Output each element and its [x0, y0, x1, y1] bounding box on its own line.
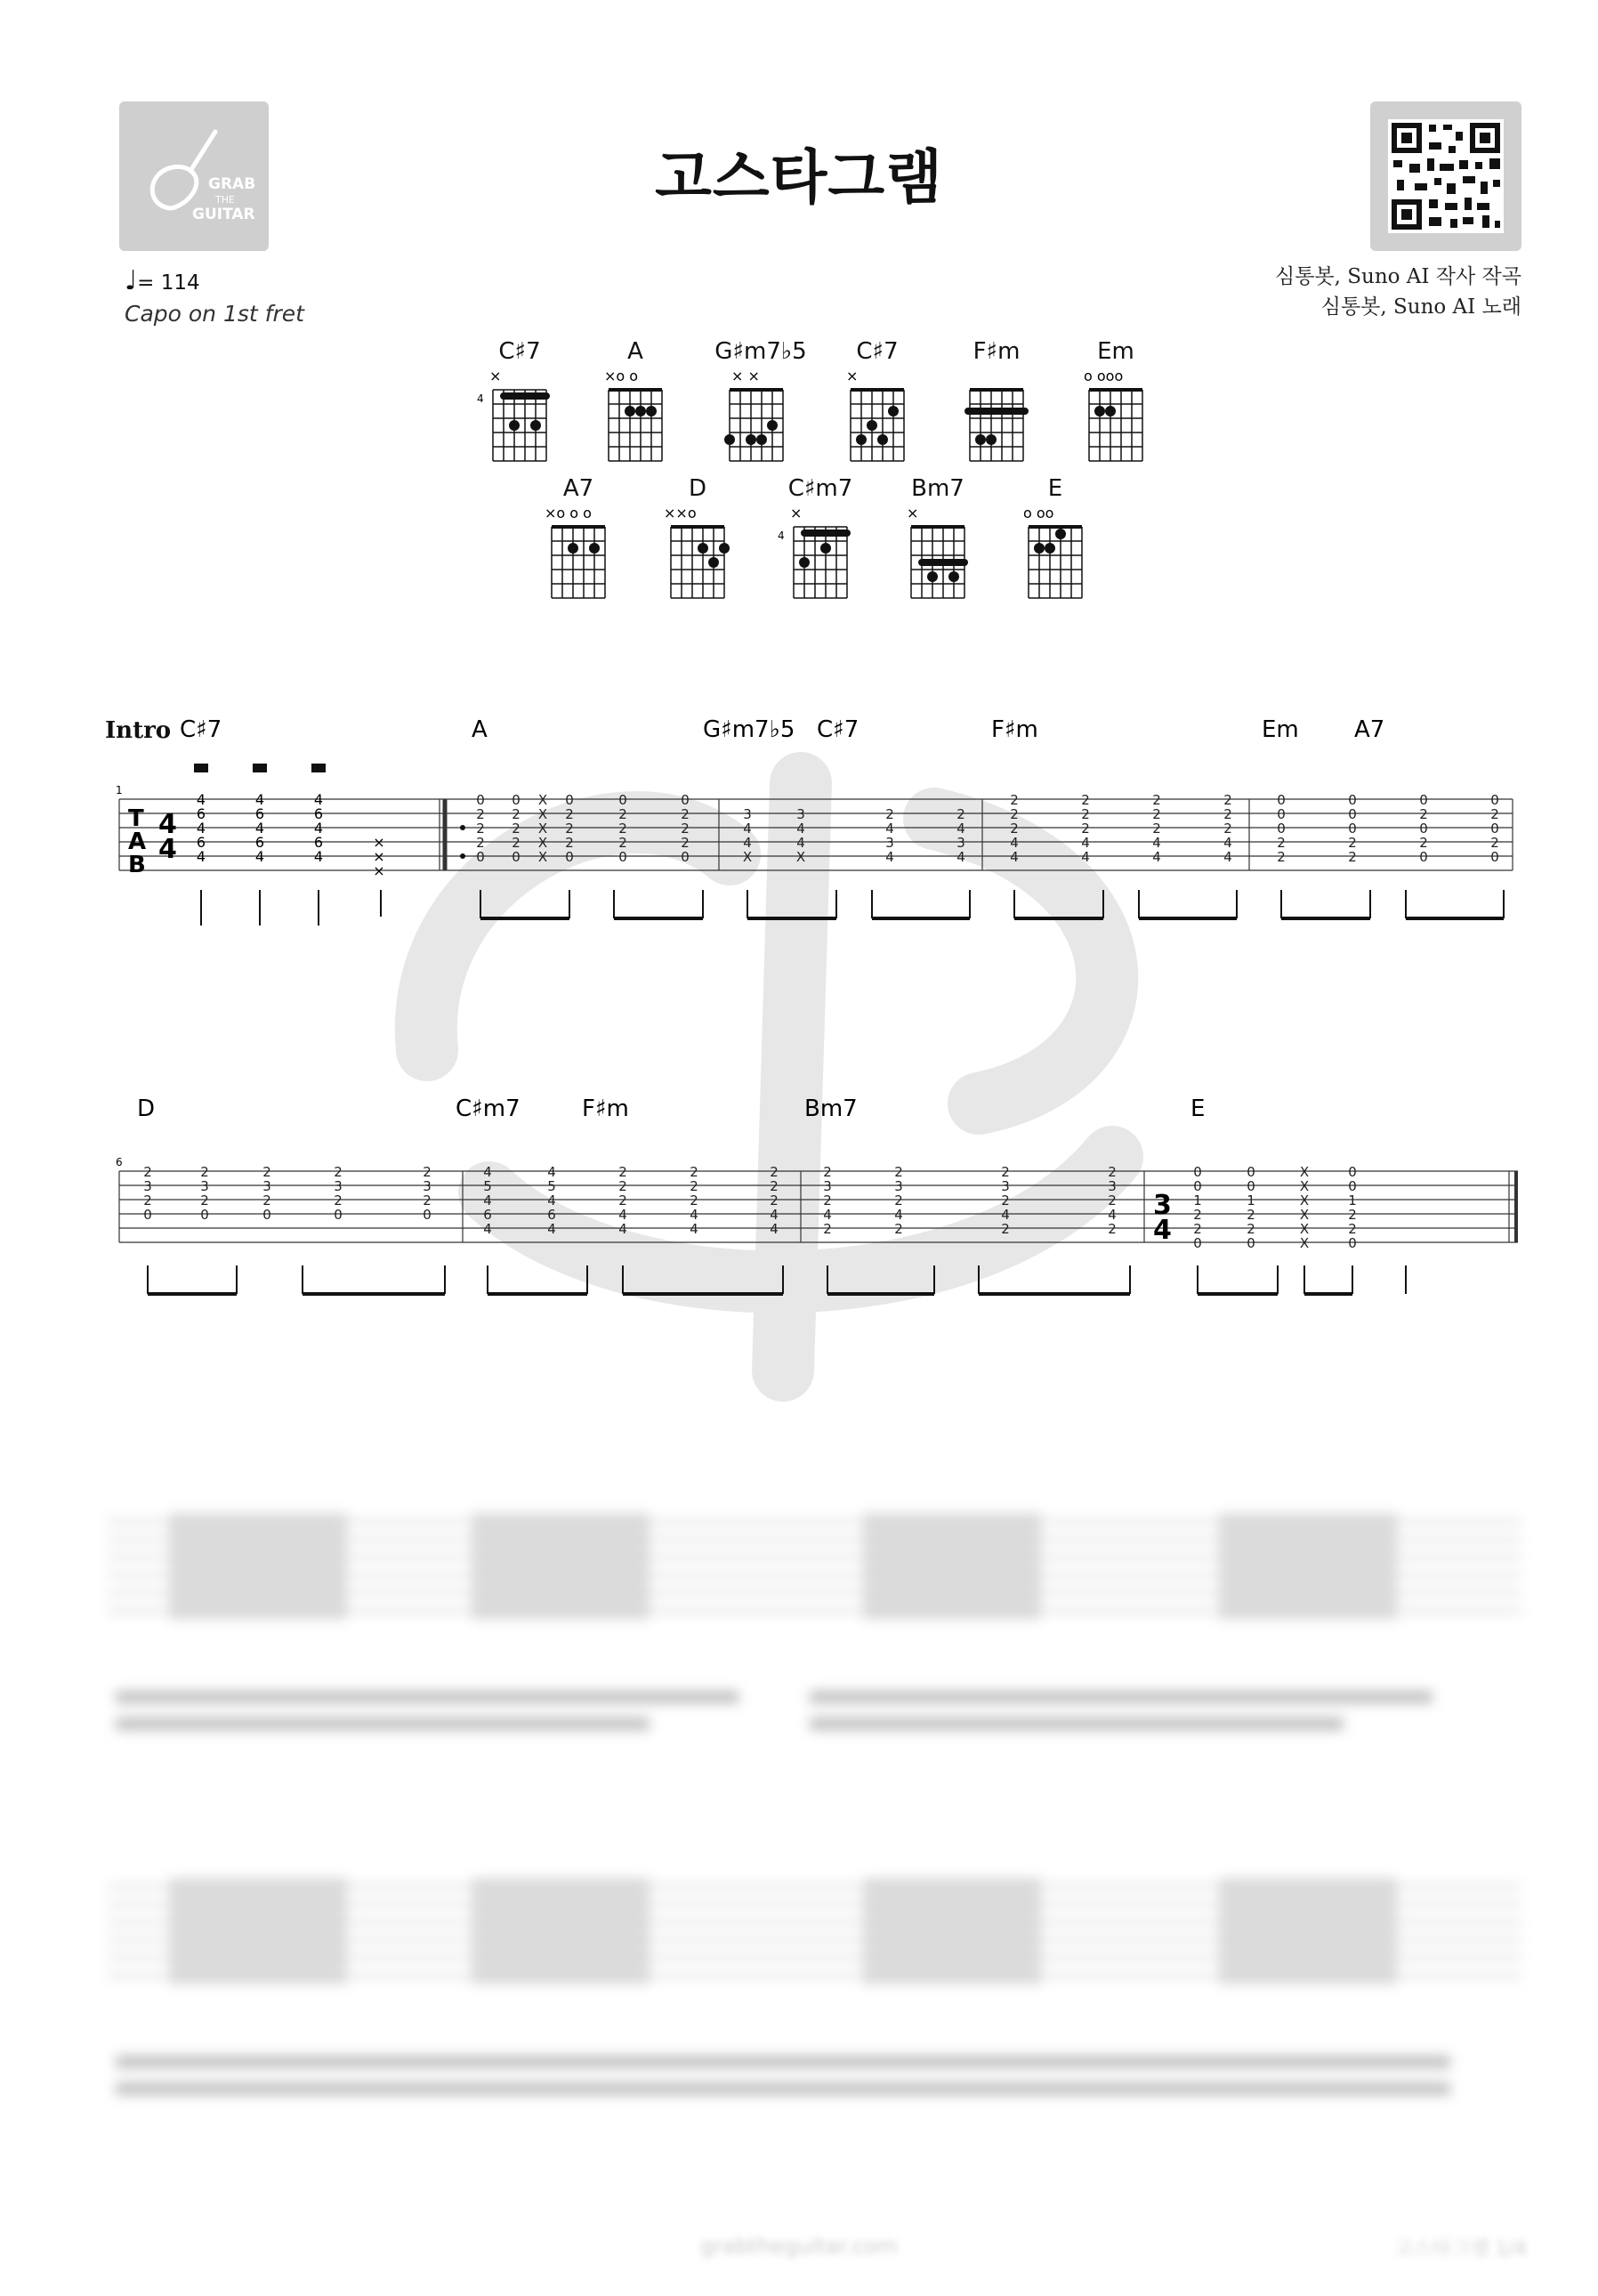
svg-text:2: 2 [885, 806, 894, 822]
svg-text:2: 2 [1223, 792, 1232, 808]
chord-markers: ×o o [604, 368, 639, 384]
tab-clef-a: A [128, 829, 147, 855]
composer-credit: 심통봇, Suno AI 작사 작곡 [1274, 265, 1521, 288]
chord-markers: o ooo [1084, 368, 1124, 384]
svg-text:X: X [1299, 1207, 1310, 1223]
svg-text:2: 2 [262, 1192, 271, 1209]
svg-text:×: × [373, 834, 385, 851]
svg-text:2: 2 [770, 1164, 779, 1180]
svg-text:2: 2 [1108, 1192, 1117, 1209]
chord-label: A [472, 716, 488, 743]
svg-text:2: 2 [618, 1178, 627, 1194]
svg-text:2: 2 [1010, 806, 1019, 822]
rhythm-notation [148, 1265, 1406, 1294]
tab-numbers-measures [476, 792, 1499, 865]
svg-text:2: 2 [1001, 1164, 1010, 1180]
chord-label: E [1190, 1095, 1206, 1122]
chord-name: E [1047, 475, 1063, 502]
svg-text:X: X [537, 792, 548, 808]
svg-text:4: 4 [547, 1221, 556, 1237]
measure-number: 1 [116, 784, 123, 796]
svg-text:4: 4 [254, 820, 265, 837]
svg-text:2: 2 [1193, 1207, 1202, 1223]
svg-text:2: 2 [681, 806, 690, 822]
svg-text:2: 2 [1419, 835, 1428, 851]
svg-text:2: 2 [823, 1192, 832, 1209]
svg-text:0: 0 [1419, 849, 1428, 865]
chord-markers: × [907, 505, 919, 521]
svg-text:1: 1 [1247, 1192, 1255, 1209]
chord-chart-c-sharp-7 [475, 338, 564, 463]
svg-text:2: 2 [1001, 1221, 1010, 1237]
svg-text:0: 0 [143, 1207, 152, 1223]
chord-label: D [137, 1095, 156, 1122]
tab-system-1 [0, 712, 1598, 943]
chord-label: F♯m [991, 716, 1038, 743]
tab-staff-lines [119, 799, 1513, 870]
svg-text:5: 5 [547, 1178, 556, 1194]
chord-label: Bm7 [804, 1095, 858, 1122]
footer-page: 고스타그램 1/4 [1394, 2238, 1527, 2260]
chord-label: G♯m7♭5 [703, 716, 795, 743]
svg-text:X: X [742, 849, 753, 865]
svg-text:2: 2 [476, 821, 485, 837]
svg-text:0: 0 [512, 849, 521, 865]
svg-text:2: 2 [1223, 821, 1232, 837]
chord-label: C♯7 [817, 716, 860, 743]
svg-text:4: 4 [885, 849, 894, 865]
svg-text:0: 0 [334, 1207, 343, 1223]
fret-number: 4 [477, 392, 484, 405]
chord-markers: × [846, 368, 859, 384]
chord-name: C♯m7 [787, 475, 853, 502]
chord-name: A [627, 338, 643, 365]
svg-text:0: 0 [1277, 806, 1286, 822]
svg-text:2: 2 [565, 835, 574, 851]
svg-text:2: 2 [1081, 792, 1090, 808]
svg-text:4: 4 [196, 820, 206, 837]
svg-text:2: 2 [1348, 849, 1357, 865]
svg-text:X: X [1299, 1221, 1310, 1237]
svg-text:2: 2 [1081, 821, 1090, 837]
svg-text:0: 0 [1247, 1164, 1255, 1180]
svg-text:3: 3 [334, 1178, 343, 1194]
svg-text:2: 2 [423, 1192, 432, 1209]
blurred-preview [98, 1442, 1530, 2243]
svg-text:6: 6 [313, 805, 324, 822]
svg-text:3: 3 [894, 1178, 903, 1194]
svg-text:1: 1 [1348, 1192, 1357, 1209]
svg-text:2: 2 [200, 1164, 209, 1180]
svg-text:2: 2 [1247, 1207, 1255, 1223]
svg-text:2: 2 [894, 1192, 903, 1209]
svg-text:4: 4 [1010, 849, 1019, 865]
svg-text:X: X [1299, 1178, 1310, 1194]
svg-text:0: 0 [1247, 1178, 1255, 1194]
svg-text:4: 4 [956, 821, 965, 837]
svg-text:4: 4 [196, 848, 206, 865]
svg-text:X: X [795, 849, 806, 865]
svg-text:2: 2 [1490, 806, 1499, 822]
svg-text:3: 3 [262, 1178, 271, 1194]
svg-text:4: 4 [1223, 835, 1232, 851]
chord-markers: × [790, 505, 803, 521]
svg-text:4: 4 [885, 821, 894, 837]
svg-text:2: 2 [823, 1164, 832, 1180]
svg-text:4: 4 [1223, 849, 1232, 865]
svg-text:3: 3 [143, 1178, 152, 1194]
svg-text:×: × [373, 862, 385, 879]
svg-text:4: 4 [1081, 835, 1090, 851]
chord-label: C♯m7 [456, 1095, 521, 1122]
svg-text:2: 2 [423, 1164, 432, 1180]
chord-name: G♯m7♭5 [714, 338, 807, 365]
svg-text:0: 0 [476, 849, 485, 865]
chord-name: Em [1097, 338, 1134, 365]
svg-text:2: 2 [334, 1192, 343, 1209]
svg-text:4: 4 [956, 849, 965, 865]
svg-text:4: 4 [196, 791, 206, 808]
svg-text:0: 0 [1348, 1178, 1357, 1194]
svg-text:2: 2 [565, 821, 574, 837]
svg-text:0: 0 [1193, 1164, 1202, 1180]
strum-markers [194, 764, 326, 772]
svg-text:2: 2 [1277, 835, 1286, 851]
svg-text:4: 4 [254, 848, 265, 865]
svg-text:3: 3 [823, 1178, 832, 1194]
svg-text:2: 2 [618, 835, 627, 851]
svg-text:4: 4 [770, 1207, 779, 1223]
chord-label: C♯7 [180, 716, 222, 743]
svg-text:3: 3 [885, 835, 894, 851]
svg-text:2: 2 [1108, 1164, 1117, 1180]
svg-text:2: 2 [681, 821, 690, 837]
svg-text:4: 4 [1152, 849, 1161, 865]
svg-text:6: 6 [254, 834, 265, 851]
chord-chart-d [653, 475, 742, 600]
svg-text:2: 2 [476, 835, 485, 851]
svg-text:2: 2 [1001, 1192, 1010, 1209]
svg-text:0: 0 [618, 792, 627, 808]
svg-text:2: 2 [894, 1221, 903, 1237]
svg-text:2: 2 [618, 806, 627, 822]
svg-text:0: 0 [681, 792, 690, 808]
measure-number: 6 [116, 1156, 123, 1168]
svg-text:X: X [1299, 1235, 1310, 1251]
svg-text:0: 0 [1277, 821, 1286, 837]
chord-chart-a [591, 338, 680, 463]
svg-text:0: 0 [618, 849, 627, 865]
svg-text:0: 0 [1348, 1235, 1357, 1251]
chord-chart-em [1071, 338, 1160, 463]
svg-text:6: 6 [483, 1207, 492, 1223]
svg-text:2: 2 [334, 1164, 343, 1180]
chord-markers: ×o o o [545, 505, 592, 521]
svg-text:2: 2 [262, 1164, 271, 1180]
tab-numbers-measures [143, 1164, 1357, 1251]
chord-name: C♯7 [498, 338, 541, 365]
svg-text:2: 2 [1277, 849, 1286, 865]
svg-text:0: 0 [1348, 821, 1357, 837]
svg-text:2: 2 [823, 1221, 832, 1237]
svg-text:0: 0 [1419, 821, 1428, 837]
time-signature-bottom: 4 [1153, 1215, 1172, 1246]
svg-text:2: 2 [1348, 1207, 1357, 1223]
svg-text:4: 4 [743, 835, 752, 851]
footer-site[interactable]: grabtheguitar.com [699, 2234, 899, 2259]
svg-text:0: 0 [1348, 806, 1357, 822]
svg-text:2: 2 [1348, 1221, 1357, 1237]
chord-markers: ××o [664, 505, 697, 521]
song-title: 고스타그램 [655, 143, 943, 212]
svg-text:0: 0 [681, 849, 690, 865]
svg-text:2: 2 [1108, 1221, 1117, 1237]
svg-text:4: 4 [1010, 835, 1019, 851]
svg-text:2: 2 [143, 1164, 152, 1180]
svg-text:4: 4 [618, 1221, 627, 1237]
chord-name: D [688, 475, 707, 502]
svg-text:0: 0 [565, 849, 574, 865]
svg-text:2: 2 [1081, 806, 1090, 822]
svg-text:0: 0 [1247, 1235, 1255, 1251]
section-label-intro: Intro [105, 717, 172, 744]
svg-text:0: 0 [200, 1207, 209, 1223]
svg-text:2: 2 [956, 806, 965, 822]
svg-text:3: 3 [743, 806, 752, 822]
svg-text:6: 6 [547, 1207, 556, 1223]
chord-markers: × × [731, 368, 760, 384]
svg-text:3: 3 [423, 1178, 432, 1194]
svg-text:0: 0 [1277, 792, 1286, 808]
chord-label: Em [1262, 716, 1299, 743]
chord-label: A7 [1354, 716, 1385, 743]
svg-text:0: 0 [1490, 821, 1499, 837]
svg-text:2: 2 [618, 1192, 627, 1209]
svg-text:0: 0 [1490, 849, 1499, 865]
svg-text:2: 2 [1193, 1221, 1202, 1237]
svg-text:2: 2 [143, 1192, 152, 1209]
quarter-note-icon: ♩ [125, 265, 138, 296]
svg-text:4: 4 [547, 1164, 556, 1180]
svg-text:4: 4 [618, 1207, 627, 1223]
chord-name: C♯7 [856, 338, 899, 365]
svg-text:4: 4 [743, 821, 752, 837]
svg-text:4: 4 [1152, 835, 1161, 851]
svg-text:0: 0 [1348, 792, 1357, 808]
singer-credit: 심통봇, Suno AI 노래 [1320, 295, 1521, 319]
svg-text:2: 2 [690, 1164, 698, 1180]
svg-text:2: 2 [1223, 806, 1232, 822]
svg-text:2: 2 [565, 806, 574, 822]
svg-text:4: 4 [313, 791, 324, 808]
svg-text:0: 0 [1193, 1235, 1202, 1251]
svg-text:3: 3 [956, 835, 965, 851]
svg-text:2: 2 [1152, 821, 1161, 837]
svg-text:2: 2 [200, 1192, 209, 1209]
svg-text:4: 4 [1001, 1207, 1010, 1223]
svg-text:0: 0 [1490, 792, 1499, 808]
svg-text:0: 0 [476, 792, 485, 808]
svg-text:4: 4 [547, 1192, 556, 1209]
capo-info: Capo on 1st fret [125, 301, 304, 327]
svg-text:4: 4 [1108, 1207, 1117, 1223]
svg-text:X: X [1299, 1164, 1310, 1180]
chord-chart-bm7 [893, 475, 982, 600]
svg-text:2: 2 [1010, 821, 1019, 837]
svg-text:0: 0 [1193, 1178, 1202, 1194]
chord-chart-e [1011, 475, 1100, 600]
svg-text:4: 4 [483, 1164, 492, 1180]
svg-text:2: 2 [1348, 835, 1357, 851]
chord-label: F♯m [582, 1095, 629, 1122]
svg-text:6: 6 [254, 805, 265, 822]
svg-text:2: 2 [476, 806, 485, 822]
svg-text:0: 0 [262, 1207, 271, 1223]
svg-text:0: 0 [423, 1207, 432, 1223]
svg-text:4: 4 [1081, 849, 1090, 865]
chord-markers: o oo [1023, 505, 1054, 521]
chord-chart-c-sharp-m7 [776, 475, 865, 600]
time-signature-top: 4 [158, 809, 177, 840]
tempo-marking [125, 265, 200, 296]
svg-text:2: 2 [618, 1164, 627, 1180]
svg-text:2: 2 [1490, 835, 1499, 851]
svg-text:4: 4 [770, 1221, 779, 1237]
svg-text:2: 2 [512, 806, 521, 822]
svg-text:1: 1 [1193, 1192, 1202, 1209]
chord-name: F♯m [973, 338, 1021, 365]
svg-text:2: 2 [1247, 1221, 1255, 1237]
svg-text:0: 0 [512, 792, 521, 808]
svg-text:6: 6 [196, 834, 206, 851]
svg-text:4: 4 [483, 1221, 492, 1237]
svg-text:0: 0 [1419, 792, 1428, 808]
svg-text:2: 2 [770, 1178, 779, 1194]
chord-name: A7 [562, 475, 594, 502]
svg-text:2: 2 [512, 821, 521, 837]
svg-text:2: 2 [1419, 806, 1428, 822]
logo-text-the: THE [215, 194, 235, 206]
svg-text:X: X [537, 835, 548, 851]
svg-text:3: 3 [796, 806, 805, 822]
chord-chart-f-sharp-m [952, 338, 1041, 463]
svg-text:X: X [537, 849, 548, 865]
svg-text:4: 4 [796, 835, 805, 851]
svg-text:2: 2 [690, 1192, 698, 1209]
svg-text:2: 2 [618, 821, 627, 837]
svg-text:2: 2 [512, 835, 521, 851]
svg-text:2: 2 [1010, 792, 1019, 808]
tab-system-2 [0, 1091, 1598, 1322]
svg-text:0: 0 [565, 792, 574, 808]
tab-clef-b: B [128, 852, 146, 878]
svg-text:4: 4 [313, 848, 324, 865]
svg-text:0: 0 [1348, 1164, 1357, 1180]
logo-text-guitar: GUITAR [192, 206, 255, 223]
time-signature-bottom: 4 [158, 834, 177, 865]
svg-text:2: 2 [1152, 792, 1161, 808]
svg-text:4: 4 [796, 821, 805, 837]
svg-text:2: 2 [681, 835, 690, 851]
chord-name: Bm7 [911, 475, 964, 502]
svg-text:3: 3 [200, 1178, 209, 1194]
svg-text:2: 2 [894, 1164, 903, 1180]
svg-text:X: X [1299, 1192, 1310, 1209]
svg-text:2: 2 [770, 1192, 779, 1209]
svg-text:2: 2 [1152, 806, 1161, 822]
chord-markers: × [489, 368, 502, 384]
logo-text-grab: GRAB [208, 175, 256, 193]
qr-code[interactable] [1370, 101, 1521, 251]
fret-number: 4 [778, 530, 785, 542]
svg-text:3: 3 [1001, 1178, 1010, 1194]
tab-clef-t: T [128, 805, 144, 832]
svg-text:4: 4 [690, 1207, 698, 1223]
chord-chart-c-sharp-7-alt [833, 338, 922, 463]
time-signature-top: 3 [1153, 1190, 1172, 1221]
svg-text:4: 4 [313, 820, 324, 837]
svg-text:X: X [537, 806, 548, 822]
svg-text:X: X [537, 821, 548, 837]
svg-text:×: × [373, 848, 385, 865]
svg-text:6: 6 [313, 834, 324, 851]
svg-text:4: 4 [823, 1207, 832, 1223]
svg-text:5: 5 [483, 1178, 492, 1194]
chord-chart-g-sharp-m7-flat5 [712, 338, 810, 463]
svg-text:3: 3 [1108, 1178, 1117, 1194]
svg-text:2: 2 [690, 1178, 698, 1194]
svg-text:6: 6 [196, 805, 206, 822]
tempo-value: = 114 [137, 271, 200, 295]
rhythm-notation [201, 890, 1504, 926]
svg-text:4: 4 [690, 1221, 698, 1237]
svg-text:4: 4 [254, 791, 265, 808]
svg-text:4: 4 [483, 1192, 492, 1209]
chord-chart-a7 [534, 475, 623, 600]
svg-text:4: 4 [894, 1207, 903, 1223]
tab-numbers-intro [197, 791, 385, 879]
